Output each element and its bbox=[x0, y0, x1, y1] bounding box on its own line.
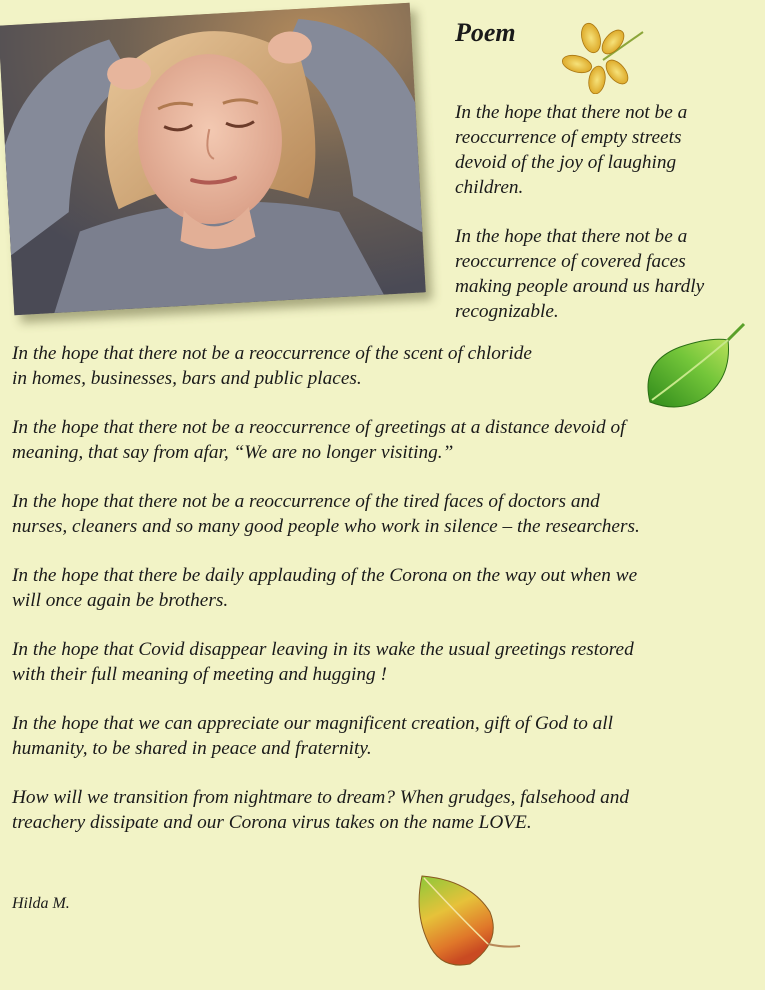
autumn-leaf-icon bbox=[410, 872, 525, 970]
stanza: In the hope that we can appreciate our magnificent creation, gift of God to all humanity, to be shared in peace and fraternity. bbox=[12, 713, 614, 759]
stanza: How will we transition from nightmare to dream? When grudges, falsehood and treachery dissipate and our Corona virus takes on the name LOVE. bbox=[12, 787, 629, 833]
stanza: In the hope that there not be a reoccurrence of the tired faces of doctors and nurses, cleaners and so many good people who work in silence – the researchers. bbox=[12, 491, 640, 537]
child-photo bbox=[0, 3, 426, 316]
yellow-chestnut-leaf-icon bbox=[555, 22, 647, 94]
child-photo-illustration bbox=[0, 3, 426, 316]
top-stanzas bbox=[455, 100, 760, 348]
stanza: In the hope that there not be a reoccurrence of the scent of chloride in homes, businesses, bars and public places. bbox=[12, 343, 532, 389]
poem-title: Poem bbox=[455, 18, 516, 47]
stanza: In the hope that there not be a reoccurrence of empty streets devoid of the joy of laughing children. bbox=[455, 102, 688, 198]
stanza: In the hope that there be daily applauding of the Corona on the way out when we will once again be brothers. bbox=[12, 565, 638, 611]
stanza: In the hope that there not be a reoccurrence of greetings at a distance devoid of meaning, that say from afar, “We are no longer visiting.” bbox=[12, 417, 626, 463]
main-stanzas bbox=[12, 341, 757, 859]
stanza: In the hope that there not be a reoccurrence of covered faces making people around us hardly recognizable. bbox=[455, 226, 705, 322]
stanza: In the hope that Covid disappear leaving in its wake the usual greetings restored with their full meaning of meeting and hugging ! bbox=[12, 639, 634, 685]
signature: Hilda M. bbox=[12, 895, 70, 912]
